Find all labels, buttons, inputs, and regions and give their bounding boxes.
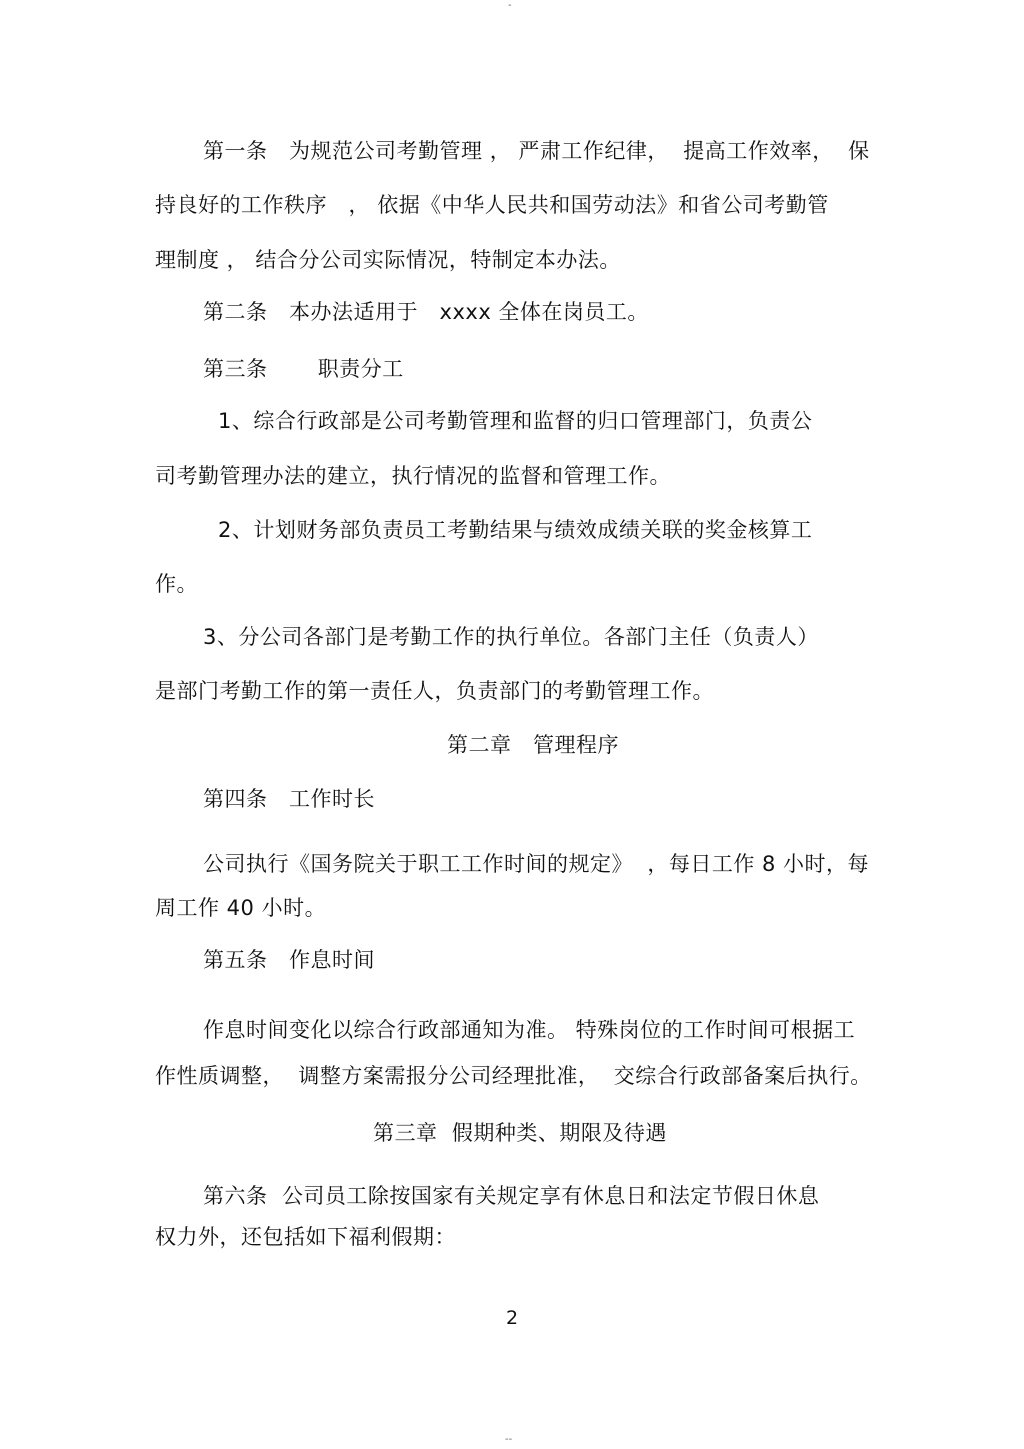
- article-6-line-1: 第六条 公司员工除按国家有关规定享有休息日和法定节假日休息: [203, 1184, 820, 1208]
- article-2: 第二条 本办法适用于 xxxx 全体在岗员工。: [203, 300, 649, 324]
- chapter-3-heading: 第三章 假期种类、期限及待遇: [373, 1121, 667, 1145]
- duty-2-line-1: 2、计划财务部负责员工考勤结果与绩效成绩关联的奖金核算工: [218, 518, 813, 542]
- article-5-heading: 第五条 作息时间: [203, 948, 376, 972]
- article-5-body-line-1: 作息时间变化以综合行政部通知为准。 特殊岗位的工作时间可根据工: [203, 1018, 856, 1042]
- article-5-body-line-2: 作性质调整， 调整方案需报分公司经理批准， 交综合行政部备案后执行。: [155, 1064, 872, 1088]
- duty-3-line-2: 是部门考勤工作的第一责任人，负责部门的考勤管理工作。: [155, 679, 714, 703]
- article-1-line-3: 理制度 ， 结合分公司实际情况，特制定本办法。: [155, 248, 621, 272]
- article-4-heading: 第四条 工作时长: [203, 787, 376, 811]
- duty-1-line-2: 司考勤管理办法的建立，执行情况的监督和管理工作。: [155, 464, 671, 488]
- article-6-line-2: 权力外，还包括如下福利假期：: [155, 1225, 456, 1249]
- article-3-heading: 第三条 职责分工: [203, 357, 404, 381]
- duty-1-line-1: 1、综合行政部是公司考勤管理和监督的归口管理部门，负责公: [218, 409, 813, 433]
- footer-mark: --: [505, 1434, 513, 1445]
- page-number: 2: [506, 1307, 519, 1329]
- duty-2-line-2: 作。: [155, 572, 198, 596]
- header-mark: -: [508, 0, 512, 11]
- article-4-body-line-1: 公司执行《国务院关于职工工作时间的规定》 ，每日工作 8 小时，每: [203, 852, 870, 876]
- article-1-line-2: 持良好的工作秩序 ， 依据《中华人民共和国劳动法》和省公司考勤管: [155, 193, 829, 217]
- chapter-2-heading: 第二章 管理程序: [447, 733, 620, 757]
- article-1-line-1: 第一条 为规范公司考勤管理 ， 严肃工作纪律， 提高工作效率， 保: [203, 139, 870, 163]
- duty-3-line-1: 3、分公司各部门是考勤工作的执行单位。各部门主任（负责人）: [203, 625, 819, 649]
- article-4-body-line-2: 周工作 40 小时。: [155, 896, 327, 920]
